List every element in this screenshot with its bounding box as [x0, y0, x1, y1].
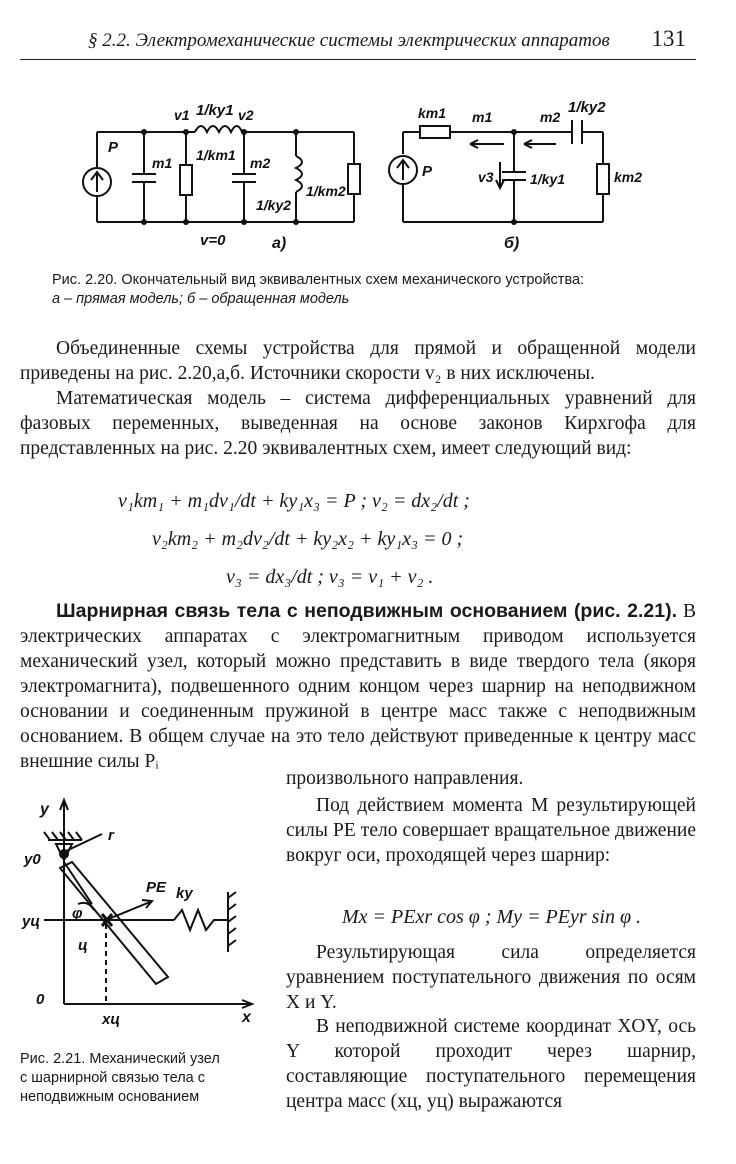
b-kt2-label: kт2	[614, 169, 643, 185]
a-ky1-label: 1/ky1	[196, 102, 234, 119]
origin-label: 0	[36, 991, 45, 1008]
pe-label: PE	[146, 879, 167, 896]
b-m1-label: m1	[472, 109, 493, 125]
paragraph: Результирующая сила определяется уравнением поступательного движения по осям X и Y.	[286, 942, 696, 1013]
paragraph: Математическая модель – система дифференциальных уравнений для фазовых переменных, выведенная на основе законов Кирхгофа для представленных на рис. 2.20 эквивалентных схем, имеет следующий вид:	[20, 388, 696, 459]
caption-line: неподвижным основанием	[20, 1089, 200, 1105]
figure-2-20-caption	[52, 271, 692, 309]
paragraph: В неподвижной системе координат XOY, ось Y которой проходит через шарнир, составляющие поступательного перемещения центра масс (xц, yц) выражаются	[286, 1016, 696, 1112]
axis-y-label: y	[40, 801, 49, 818]
running-head	[20, 24, 696, 60]
yc-label: yц	[22, 913, 41, 930]
paragraph-text: В электрических аппаратах с электромагнитным приводом используется механический узел, который можно представить в виде твердого тела (якоря электромагнита), подвешенного одним концом через шарнир на неподвижном основании и соединенным пружиной в центре масс также с неподвижным основанием. В общем случае на это тело действуют приведенные к центру масс внешние силы Pᵢ	[20, 601, 697, 772]
paragraph	[20, 599, 696, 774]
figure-2-21	[20, 792, 270, 1032]
equation: v₂kт₂ + m₂dv₂/dt + ky₂x₂ + ky₁x₃ = 0 ;	[152, 528, 464, 550]
caption-line: с шарнирной связью тела с	[20, 1070, 206, 1086]
paragraph-tail: произвольного направления.	[286, 768, 524, 789]
b-ky2-label: 1/ky2	[568, 99, 606, 116]
equation: v₃ = dx₃/dt ; v₃ = v₁ + v₂ .	[226, 566, 434, 588]
r-label: r	[108, 827, 114, 844]
b-m2-label: m2	[540, 109, 561, 125]
b-ky1-label: 1/ky1	[530, 171, 566, 187]
figure-b-label: б)	[504, 235, 520, 252]
equation: v₁kт₁ + m₁dv₁/dt + ky₁x₃ = P ; v₂ = dx₂/dt ;	[118, 490, 470, 512]
figure-a-label: а)	[272, 235, 287, 252]
caption-line: а – прямая модель; б – обращенная модель	[52, 291, 350, 307]
figure-2-21-caption	[20, 1050, 272, 1107]
a-ky2-label: 1/ky2	[256, 197, 292, 213]
b-source-label: P	[422, 163, 433, 180]
b-kt1-label: kт1	[418, 105, 447, 121]
a-v1-label: v1	[174, 107, 190, 123]
axis-x-label: x	[242, 1009, 251, 1026]
ky-label: ky	[176, 885, 193, 902]
a-kt2-label: 1/kт2	[306, 183, 346, 199]
caption-line: Рис. 2.20. Окончательный вид эквивалентных схем механического устройства:	[52, 272, 585, 288]
a-m1-label: m1	[152, 155, 173, 171]
page-number: 131	[651, 26, 686, 51]
c-label: ц	[78, 937, 88, 954]
figure-2-20	[0, 90, 736, 265]
section-heading: Шарнирная связь тела с неподвижным основанием (рис. 2.21).	[56, 600, 677, 622]
b-v3-label: v3	[478, 169, 494, 185]
a-ground-label: v=0	[200, 232, 226, 249]
paragraph: Объединенные схемы устройства для прямой и обращенной модели приведены на рис. 2.20,а,б. Источники скорости v₂ в них исключены.	[20, 338, 696, 384]
a-m2-label: m2	[250, 155, 271, 171]
caption-line: Рис. 2.21. Механический узел	[20, 1051, 220, 1067]
a-v2-label: v2	[238, 107, 254, 123]
section-title: § 2.2. Электромеханические системы электрических аппаратов	[88, 30, 610, 51]
a-source-label: P	[108, 139, 119, 156]
a-kt1-label: 1/kт1	[196, 147, 236, 163]
equation: Mx = PExr cos φ ; My = PEyr sin φ .	[342, 906, 642, 928]
phi-label: φ	[72, 905, 83, 922]
paragraph: Под действием момента M результирующей силы PE тело совершает вращательное движение вокруг оси, проходящей через шарнир:	[286, 795, 696, 866]
y0-label: y0	[24, 851, 41, 868]
xc-label: xц	[102, 1011, 121, 1028]
